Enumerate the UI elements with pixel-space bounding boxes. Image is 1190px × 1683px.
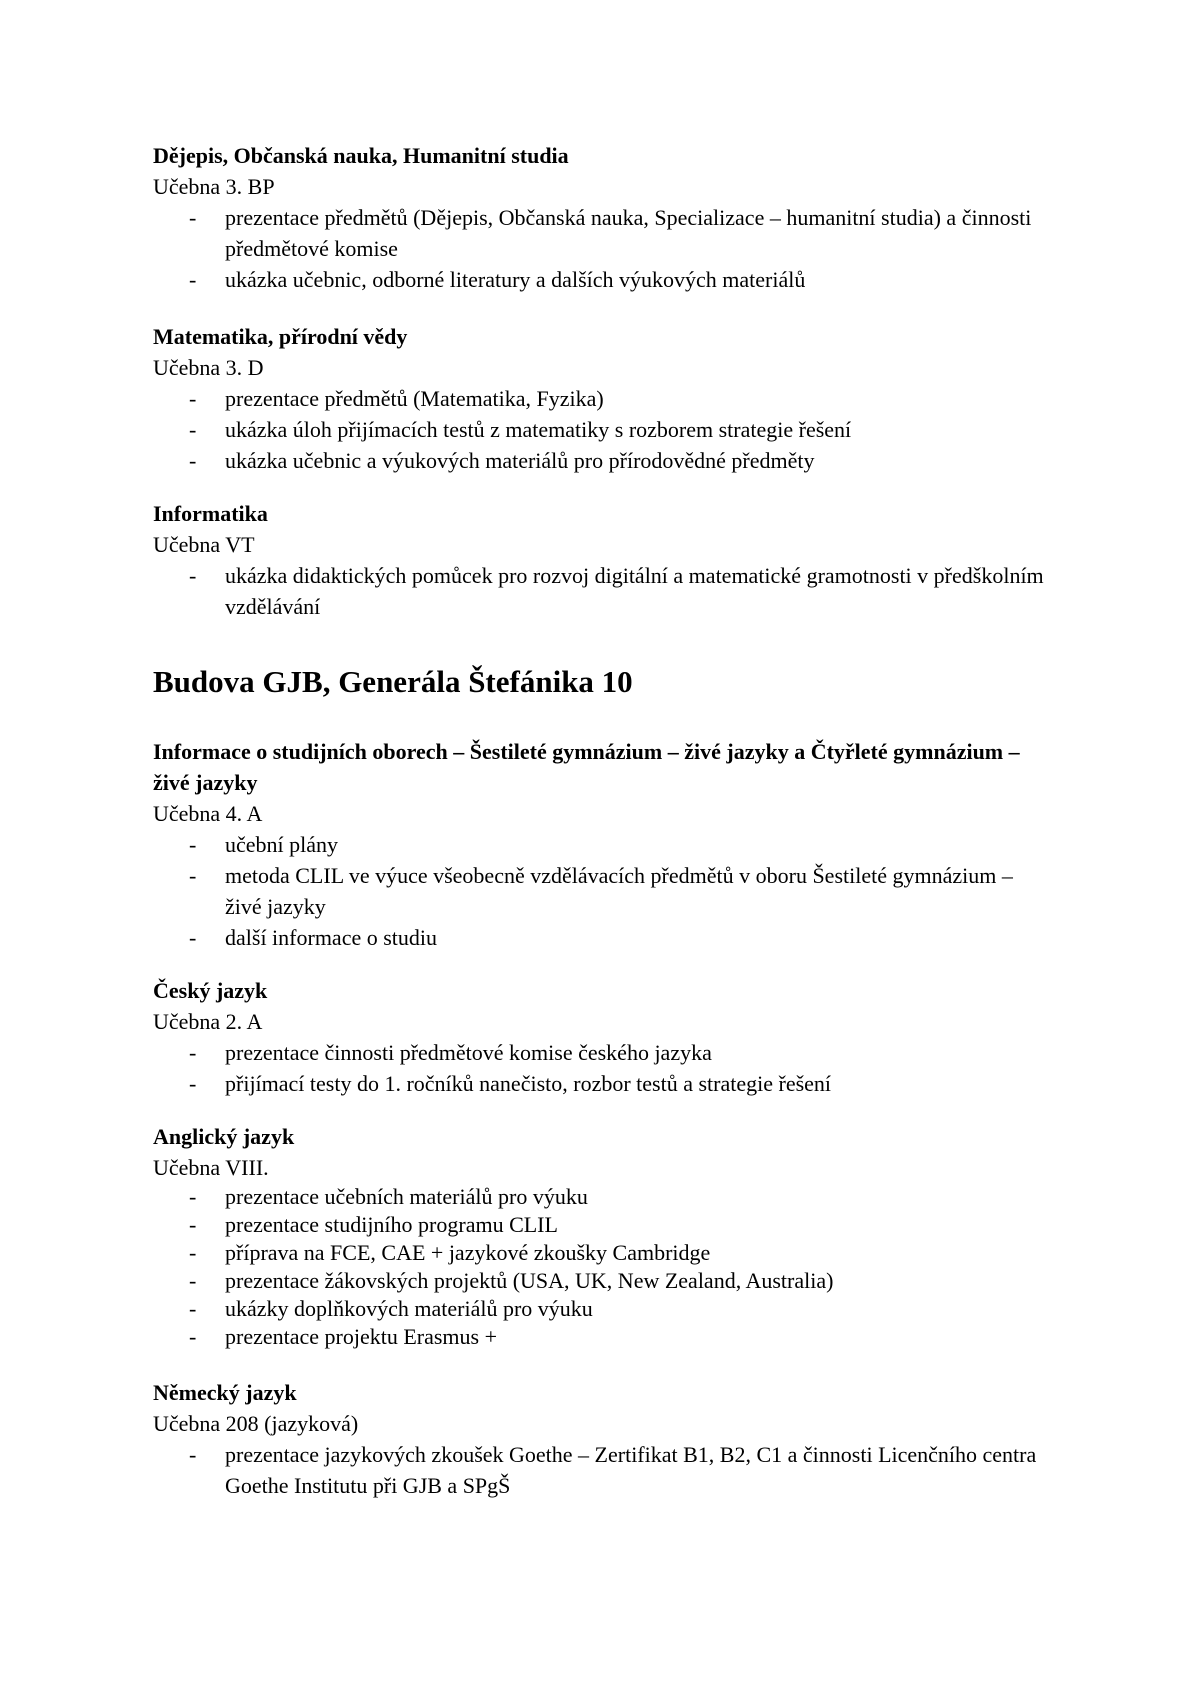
item-list — [153, 1183, 1053, 1351]
section-study-programs — [153, 736, 1053, 953]
list-item-text: ukázka úloh přijímacích testů z matematiky s rozborem strategie řešení — [225, 417, 852, 442]
bullet-dash: - — [189, 1212, 197, 1237]
list-item — [153, 1239, 1053, 1267]
list-item-text: prezentace studijního programu CLIL — [225, 1212, 558, 1237]
section-title: Anglický jazyk — [153, 1124, 295, 1149]
list-item — [153, 1323, 1053, 1351]
bullet-dash: - — [189, 1324, 197, 1349]
room-label: Učebna VT — [153, 532, 255, 557]
bullet-dash: - — [189, 1071, 197, 1096]
list-item-text: učební plány — [225, 832, 339, 857]
list-item — [153, 860, 1053, 922]
list-item-text: prezentace jazykových zkoušek Goethe – Zertifikat B1, B2, C1 a činnosti Licenčního centra Goethe Institutu při GJB a SPgŠ — [225, 1442, 1037, 1498]
section-title: Německý jazyk — [153, 1380, 297, 1405]
bullet-dash: - — [189, 448, 197, 473]
item-list — [153, 1439, 1053, 1501]
room-label: Učebna 3. BP — [153, 174, 275, 199]
bullet-dash: - — [189, 563, 197, 588]
room-label: Učebna VIII. — [153, 1155, 269, 1180]
list-item-text: ukázky doplňkových materiálů pro výuku — [225, 1296, 593, 1321]
section-title: Dějepis, Občanská nauka, Humanitní studia — [153, 143, 569, 168]
list-item-text: příprava na FCE, CAE + jazykové zkoušky Cambridge — [225, 1240, 711, 1265]
list-item-text: prezentace předmětů (Dějepis, Občanská nauka, Specializace – humanitní studia) a činnosti předmětové komise — [225, 205, 1032, 261]
list-item — [153, 383, 1053, 414]
bullet-dash: - — [189, 267, 197, 292]
list-item-text: prezentace předmětů (Matematika, Fyzika) — [225, 386, 604, 411]
section-title: Informatika — [153, 501, 268, 526]
bullet-dash: - — [189, 1296, 197, 1321]
list-item — [153, 414, 1053, 445]
list-item-text: ukázka didaktických pomůcek pro rozvoj digitální a matematické gramotnosti v předškolním vzdělávání — [225, 563, 1044, 619]
list-item-text: prezentace projektu Erasmus + — [225, 1324, 498, 1349]
list-item-text: další informace o studiu — [225, 925, 438, 950]
section-title: Český jazyk — [153, 978, 268, 1003]
bullet-dash: - — [189, 925, 197, 950]
list-item — [153, 264, 1053, 295]
list-item-text: prezentace činnosti předmětové komise českého jazyka — [225, 1040, 712, 1065]
list-item-text: prezentace žákovských projektů (USA, UK, New Zealand, Australia) — [225, 1268, 834, 1293]
list-item-text: ukázka učebnic a výukových materiálů pro přírodovědné předměty — [225, 448, 815, 473]
bullet-dash: - — [189, 1184, 197, 1209]
bullet-dash: - — [189, 1040, 197, 1065]
list-item — [153, 445, 1053, 476]
section-title: Informace o studijních oborech – Šestileté gymnázium – živé jazyky a Čtyřleté gymnázium – živé jazyky — [153, 739, 1020, 795]
bullet-dash: - — [189, 417, 197, 442]
list-item-text: ukázka učebnic, odborné literatury a dalších výukových materiálů — [225, 267, 806, 292]
list-item — [153, 1267, 1053, 1295]
list-item-text: přijímací testy do 1. ročníků nanečisto, rozbor testů a strategie řešení — [225, 1071, 832, 1096]
bullet-dash: - — [189, 1240, 197, 1265]
section-title: Matematika, přírodní vědy — [153, 324, 408, 349]
room-label: Učebna 4. A — [153, 801, 263, 826]
list-item — [153, 1295, 1053, 1323]
list-item — [153, 1183, 1053, 1211]
item-list — [153, 383, 1053, 476]
room-label: Učebna 2. A — [153, 1009, 263, 1034]
section-czech — [153, 975, 1053, 1099]
list-item-text: metoda CLIL ve výuce všeobecně vzdělávacích předmětů v oboru Šestileté gymnázium – živé jazyky — [225, 863, 1013, 919]
item-list — [153, 829, 1053, 953]
building-heading: Budova GJB, Generála Štefánika 10 — [153, 664, 633, 699]
bullet-dash: - — [189, 1442, 197, 1467]
section-math-science — [153, 321, 1053, 476]
item-list — [153, 560, 1053, 622]
bullet-dash: - — [189, 386, 197, 411]
section-english — [153, 1121, 1053, 1351]
section-german — [153, 1377, 1053, 1501]
list-item-text: prezentace učebních materiálů pro výuku — [225, 1184, 588, 1209]
room-label: Učebna 208 (jazyková) — [153, 1411, 359, 1436]
list-item — [153, 560, 1053, 622]
bullet-dash: - — [189, 863, 197, 888]
list-item — [153, 1439, 1053, 1501]
section-history — [153, 140, 1053, 295]
bullet-dash: - — [189, 205, 197, 230]
list-item — [153, 1068, 1053, 1099]
bullet-dash: - — [189, 1268, 197, 1293]
section-informatics — [153, 498, 1053, 622]
list-item — [153, 922, 1053, 953]
room-label: Učebna 3. D — [153, 355, 264, 380]
item-list — [153, 1037, 1053, 1099]
bullet-dash: - — [189, 832, 197, 857]
list-item — [153, 1037, 1053, 1068]
document-page — [153, 140, 1053, 1501]
item-list — [153, 202, 1053, 295]
list-item — [153, 1211, 1053, 1239]
list-item — [153, 829, 1053, 860]
list-item — [153, 202, 1053, 264]
